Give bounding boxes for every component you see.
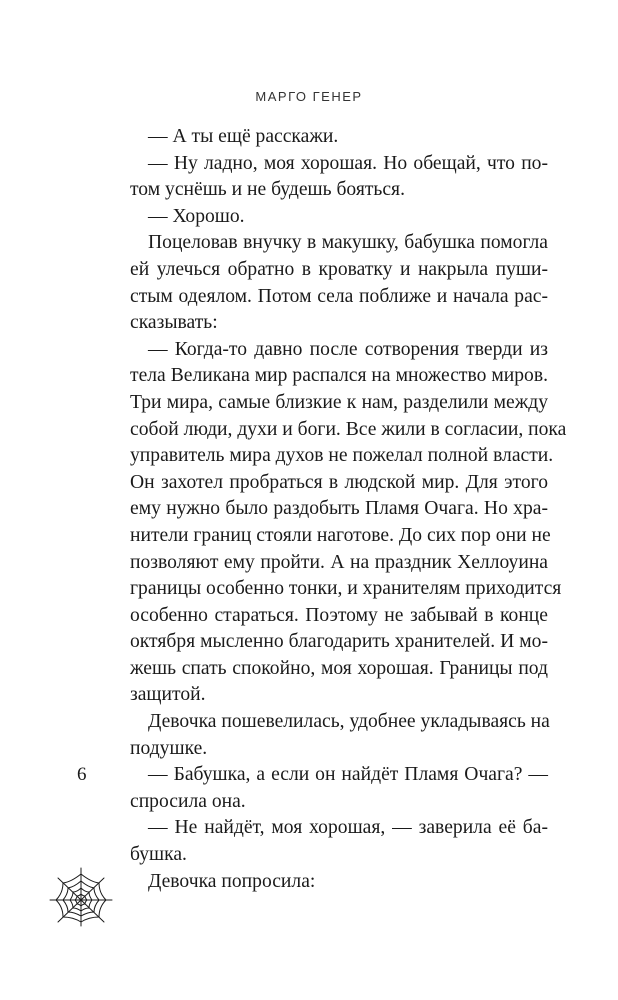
cobweb-icon xyxy=(48,866,114,928)
text-line: — Ну ладно, моя хорошая. Но обещай, что по- xyxy=(148,152,548,174)
running-header: МАРГО ГЕНЕР xyxy=(255,89,363,104)
text-line: тела Великана мир распался на множество миров. xyxy=(130,365,548,387)
text-line: бушка. xyxy=(130,844,187,866)
body-text xyxy=(130,124,567,895)
text-line: стым одеялом. Потом села поближе и начала рас- xyxy=(130,285,548,307)
text-line: собой люди, духи и боги. Все жили в согласии, пока xyxy=(130,418,567,440)
text-line: Три мира, самые близкие к нам, разделили между xyxy=(130,391,548,413)
text-line: — Бабушка, а если он найдёт Пламя Очага? — xyxy=(148,764,548,786)
text-line: ему нужно было раздобыть Пламя Очага. Но хра- xyxy=(130,498,548,520)
text-line: управитель мира духов не пожелал полной власти. xyxy=(130,445,554,467)
text-line: Поцеловав внучку в макушку, бабушка помогла xyxy=(148,232,548,254)
text-line: — Хорошо. xyxy=(148,205,245,227)
text-line: Он захотел пробраться в людской мир. Для этого xyxy=(130,471,548,493)
text-line: подушке. xyxy=(130,737,208,759)
text-line: Девочка пошевелилась, удобнее укладываясь на xyxy=(148,711,550,733)
text-line: особенно стараться. Поэтому не забывай в конце xyxy=(130,604,548,626)
page-number: 6 xyxy=(77,764,87,785)
text-line: октября мысленно благодарить хранителей. И мо- xyxy=(130,631,548,653)
text-line: сказывать: xyxy=(130,312,218,334)
text-line: ей улечься обратно в кроватку и накрыла пуши- xyxy=(130,258,548,280)
text-line: — Не найдёт, моя хорошая, — заверила её ба- xyxy=(148,817,548,839)
text-line: — Когда-то давно после сотворения тверди из xyxy=(148,338,548,360)
text-line: том уснёшь и не будешь бояться. xyxy=(130,179,405,201)
text-line: жешь спать спокойно, моя хорошая. Границы под xyxy=(130,657,548,679)
text-line: границы особенно тонки, и хранителям приходится xyxy=(130,578,562,600)
text-line: спросила она. xyxy=(130,790,246,812)
text-line: нители границ стояли наготове. До сих пор они не xyxy=(130,524,551,546)
text-line: защитой. xyxy=(130,684,206,706)
text-line: позволяют ему пройти. А на праздник Хеллоуина xyxy=(130,551,548,573)
text-line: Девочка попросила: xyxy=(148,870,316,892)
text-line: — А ты ещё расскажи. xyxy=(148,126,339,147)
